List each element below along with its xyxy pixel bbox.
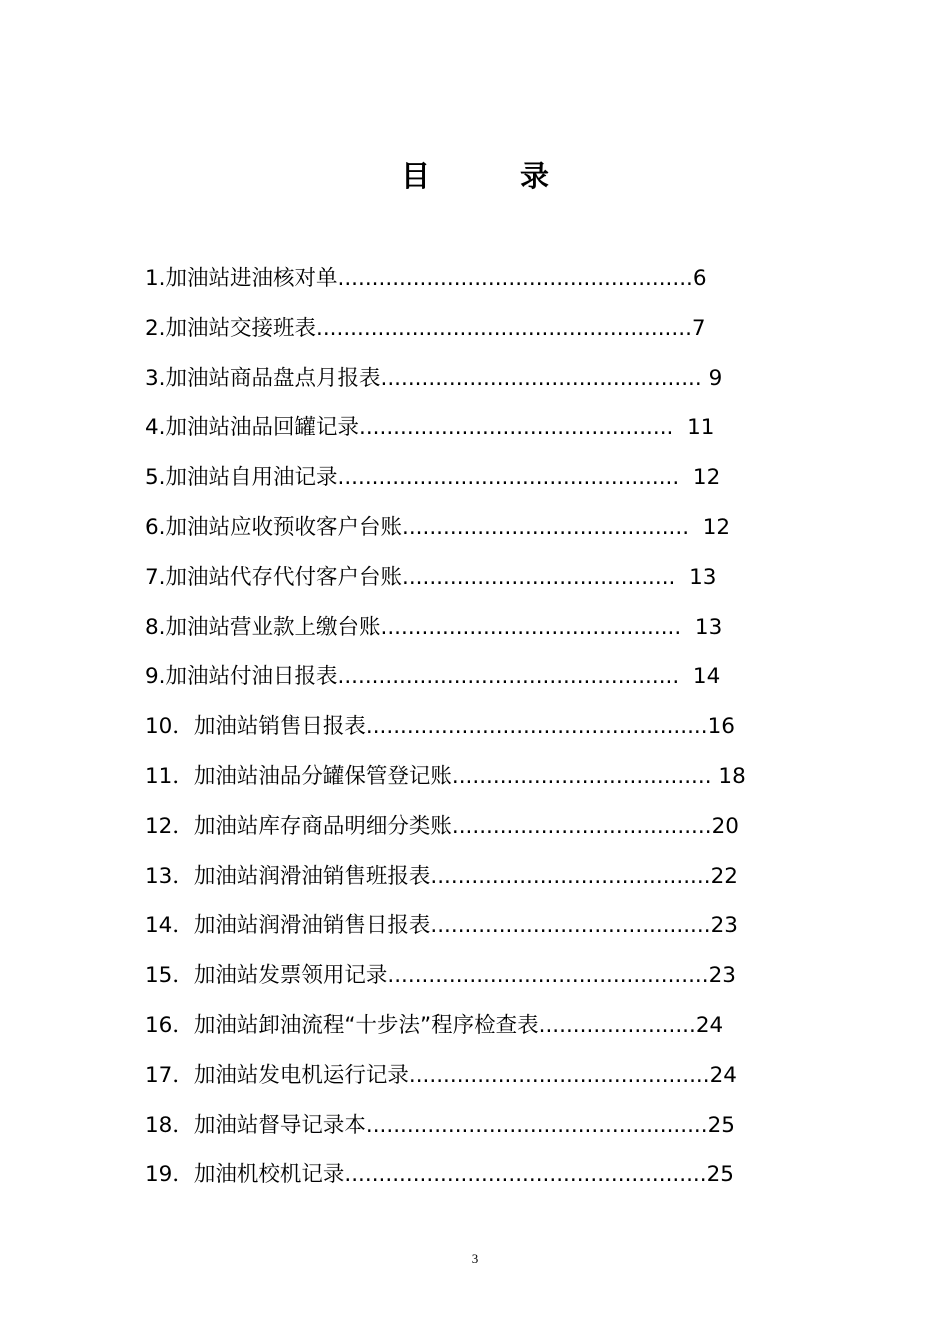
toc-entry-page-number: 6 (692, 266, 707, 291)
toc-entry-page-number: 14 (692, 664, 721, 690)
toc-entry-title: 8.加油站营业款上缴台账 (145, 614, 381, 640)
toc-entry-title: 7.加油站代存代付客户台账 (145, 564, 403, 590)
toc-entry[interactable] (145, 1158, 845, 1208)
toc-entry-title: 4.加油站油品回罐记录 (145, 415, 360, 441)
toc-entry-leader-dots: .................................................. (337, 664, 693, 690)
toc-entry-leader-dots: ......................................... (430, 863, 711, 889)
toc-entry[interactable] (145, 1059, 845, 1109)
toc-entry-leader-dots: ....................... (538, 1012, 696, 1038)
toc-entry-title: 19．加油机校机记录 (145, 1162, 345, 1188)
toc-entry-leader-dots: ............................................ (380, 614, 695, 640)
toc-entry[interactable] (145, 511, 845, 561)
toc-entry-title: 15．加油站发票领用记录 (145, 963, 388, 989)
toc-entry-page-number: 24 (709, 1062, 737, 1088)
toc-entry-leader-dots: ..................................................... (344, 1162, 707, 1188)
toc-entry-page-number: 22 (710, 863, 738, 889)
toc-entry-leader-dots: ........................................ (402, 564, 690, 590)
toc-entry[interactable] (145, 909, 845, 959)
toc-entry-title: 1.加油站进油核对单 (145, 266, 338, 291)
toc-entry-title: 10．加油站销售日报表 (145, 714, 366, 740)
toc-entry-leader-dots: ....................................................... (316, 315, 692, 341)
toc-entry-page-number: 18 (718, 763, 746, 789)
toc-entry-title: 6.加油站应收预收客户台账 (145, 514, 403, 540)
toc-entry[interactable] (145, 660, 845, 710)
toc-list (145, 262, 845, 1208)
toc-entry-page-number: 20 (711, 813, 739, 839)
toc-entry-leader-dots: ............................................... (380, 365, 709, 391)
toc-entry-page-number: 24 (695, 1012, 724, 1038)
toc-entry-page-number: 12 (692, 465, 721, 491)
toc-entry-title: 16．加油站卸油流程“十步法”程序检查表 (145, 1012, 539, 1038)
toc-entry[interactable] (145, 760, 845, 810)
toc-entry[interactable] (145, 1009, 845, 1059)
toc-entry-page-number: 13 (689, 564, 717, 590)
toc-entry-leader-dots: ......................................... (430, 913, 711, 939)
toc-entry-leader-dots: .............................................. (359, 415, 688, 441)
toc-entry-leader-dots: .......................................... (402, 514, 703, 540)
toc-entry-leader-dots: ............................................ (408, 1062, 710, 1088)
toc-entry[interactable] (145, 262, 845, 312)
toc-entry-page-number: 23 (708, 963, 736, 989)
toc-entry-leader-dots: .................................................. (365, 714, 708, 740)
toc-entry-page-number: 25 (706, 1162, 734, 1188)
toc-entry-page-number: 9 (708, 365, 723, 391)
toc-entry-title: 18．加油站督导记录本 (145, 1112, 366, 1138)
toc-entry-leader-dots: ...................................... (451, 813, 712, 839)
toc-entry-title: 12．加油站库存商品明细分类账 (145, 813, 452, 839)
toc-entry[interactable] (145, 1109, 845, 1159)
toc-entry[interactable] (145, 461, 845, 511)
toc-entry-page-number: 25 (707, 1112, 735, 1138)
toc-entry-title: 9.加油站付油日报表 (145, 664, 338, 690)
page-number: 3 (471, 1251, 479, 1266)
toc-entry-page-number: 7 (691, 315, 706, 341)
toc-entry[interactable] (145, 959, 845, 1009)
toc-entry[interactable] (145, 362, 845, 412)
toc-entry[interactable] (145, 312, 845, 362)
toc-entry[interactable] (145, 810, 845, 860)
toc-entry-page-number: 12 (702, 514, 731, 540)
toc-entry-page-number: 13 (694, 614, 723, 640)
toc-entry-title: 5.加油站自用油记录 (145, 465, 338, 491)
toc-entry-title: 11．加油站油品分罐保管登记账 (145, 763, 452, 789)
toc-entry-title: 13．加油站润滑油销售班报表 (145, 863, 431, 889)
toc-entry-title: 3.加油站商品盘点月报表 (145, 365, 381, 391)
toc-entry[interactable] (145, 611, 845, 661)
toc-entry-title: 14．加油站润滑油销售日报表 (145, 913, 431, 939)
toc-entry[interactable] (145, 710, 845, 760)
toc-entry-title: 2.加油站交接班表 (145, 315, 317, 341)
toc-entry-leader-dots: ...................................... (451, 763, 719, 789)
toc-entry[interactable] (145, 860, 845, 910)
toc-entry-leader-dots: .................................................. (337, 465, 693, 491)
toc-entry[interactable] (145, 411, 845, 461)
toc-entry-leader-dots: .................................................... (337, 266, 693, 291)
toc-entry-leader-dots: ............................................... (387, 963, 709, 989)
toc-entry[interactable] (145, 561, 845, 611)
toc-entry-page-number: 16 (707, 714, 735, 740)
toc-entry-title: 17．加油站发电机运行记录 (145, 1062, 409, 1088)
toc-entry-leader-dots: .................................................. (365, 1112, 708, 1138)
toc-entry-page-number: 11 (687, 415, 715, 441)
toc-title: 目 录 (400, 159, 590, 193)
toc-entry-page-number: 23 (710, 913, 738, 939)
